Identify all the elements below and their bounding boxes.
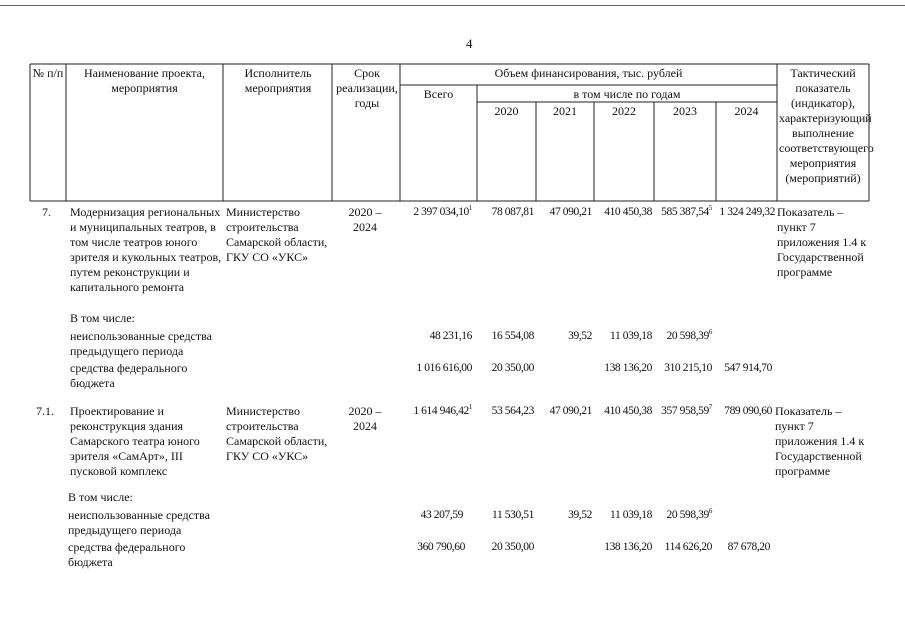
sub-row-2020: 16 554,08: [491, 330, 534, 342]
header-no: № п/п: [32, 66, 64, 80]
row-indicator: Показатель – пункт 7 приложения 1.4 к Государственной программе: [777, 205, 867, 279]
row-number: 7.: [42, 205, 51, 219]
sub-row-total: 1 016 616,00: [416, 362, 472, 374]
sub-row-label: неиспользованные средства предыдущего периода: [70, 329, 212, 358]
header-executor: Исполнитель мероприятия: [244, 66, 312, 95]
row-indicator: Показатель – пункт 7 приложения 1.4 к Государственной программе: [775, 404, 865, 478]
sub-row-2022: 11 039,18: [610, 509, 652, 521]
page-number: 4: [466, 36, 473, 51]
sub-row-2023: 20 598,39$^6$: [666, 328, 712, 342]
row-2023: 585 387,54$^5$: [661, 204, 712, 218]
sub-row-2021: 39,52: [568, 330, 592, 342]
row-number: 7.1.: [36, 404, 54, 418]
row-2024: 1 324 249,32: [719, 206, 775, 218]
header-term: Срок реализации, годы: [336, 66, 398, 110]
header-year-2024: 2024: [734, 104, 759, 118]
incl-label: В том числе:: [70, 311, 135, 325]
row-name: Модернизация региональных и муниципальных театров, в том числе театров юного зрителя и кукольных театров, путем реконструкции и капитального ремонта: [70, 205, 222, 294]
sub-row-2022: 138 136,20: [604, 541, 652, 553]
row-term: 2020 – 2024: [348, 205, 382, 234]
sub-row-2022: 138 136,20: [604, 362, 652, 374]
header-total: Всего: [423, 87, 454, 101]
header-by-years: в том числе по годам: [573, 87, 681, 101]
sub-row-2020: 20 350,00: [491, 541, 534, 553]
sub-row-total: 48 231,16: [429, 330, 472, 342]
row-2023: 357 958,59$^7$: [661, 403, 712, 417]
header-name: Наименование проекта, мероприятия: [83, 66, 206, 95]
incl-label: В том числе:: [68, 490, 133, 504]
row-name: Проектирование и реконструкция здания Самарского театра юного зрителя «СамАрт», III пусковой комплекс: [70, 404, 200, 478]
header-indicator: Тактический показатель (индикатор), характеризующий выполнение соответствующего мероприятия (мероприятий): [779, 66, 874, 185]
header-funding: Объем финансирования, тыс. рублей: [494, 66, 683, 80]
row-total: 1 614 946,42$^1$: [413, 403, 472, 417]
header-year-2022: 2022: [612, 104, 636, 118]
sub-row-2020: 20 350,00: [491, 362, 534, 374]
sub-row-label: средства федерального бюджета: [70, 361, 188, 390]
row-2021: 47 090,21: [549, 206, 592, 218]
sub-row-2024: 87 678,20: [727, 541, 770, 553]
header-year-2023: 2023: [673, 104, 697, 118]
row-2024: 789 090,60: [724, 405, 772, 417]
sub-row-total: 360 790,60: [417, 541, 465, 553]
sub-row-2023: 310 215,10: [664, 362, 712, 374]
row-term: 2020 – 2024: [348, 404, 382, 433]
row-2022: 410 450,38: [604, 206, 652, 218]
sub-row-2020: 11 530,51: [492, 509, 534, 521]
header-year-2020: 2020: [494, 104, 519, 118]
row-total: 2 397 034,10$^1$: [413, 204, 472, 218]
row-2022: 410 450,38: [604, 405, 652, 417]
sub-row-2022: 11 039,18: [610, 330, 652, 342]
row-2020: 78 087,81: [491, 206, 534, 218]
sub-row-2024: 547 914,70: [724, 362, 772, 374]
sub-row-total: 43 207,59: [420, 509, 463, 521]
row-2021: 47 090,21: [549, 405, 592, 417]
row-executor: Министерство строительства Самарской области, ГКУ СО «УКС»: [226, 404, 328, 463]
sub-row-label: неиспользованные средства предыдущего периода: [68, 508, 210, 537]
sub-row-label: средства федерального бюджета: [68, 540, 186, 569]
sub-row-2023: 20 598,39$^6$: [666, 507, 712, 521]
header-year-2021: 2021: [553, 104, 577, 118]
sub-row-2023: 114 626,20: [664, 541, 712, 553]
row-executor: Министерство строительства Самарской области, ГКУ СО «УКС»: [226, 205, 328, 264]
row-2020: 53 564,23: [491, 405, 534, 417]
sub-row-2021: 39,52: [568, 509, 592, 521]
